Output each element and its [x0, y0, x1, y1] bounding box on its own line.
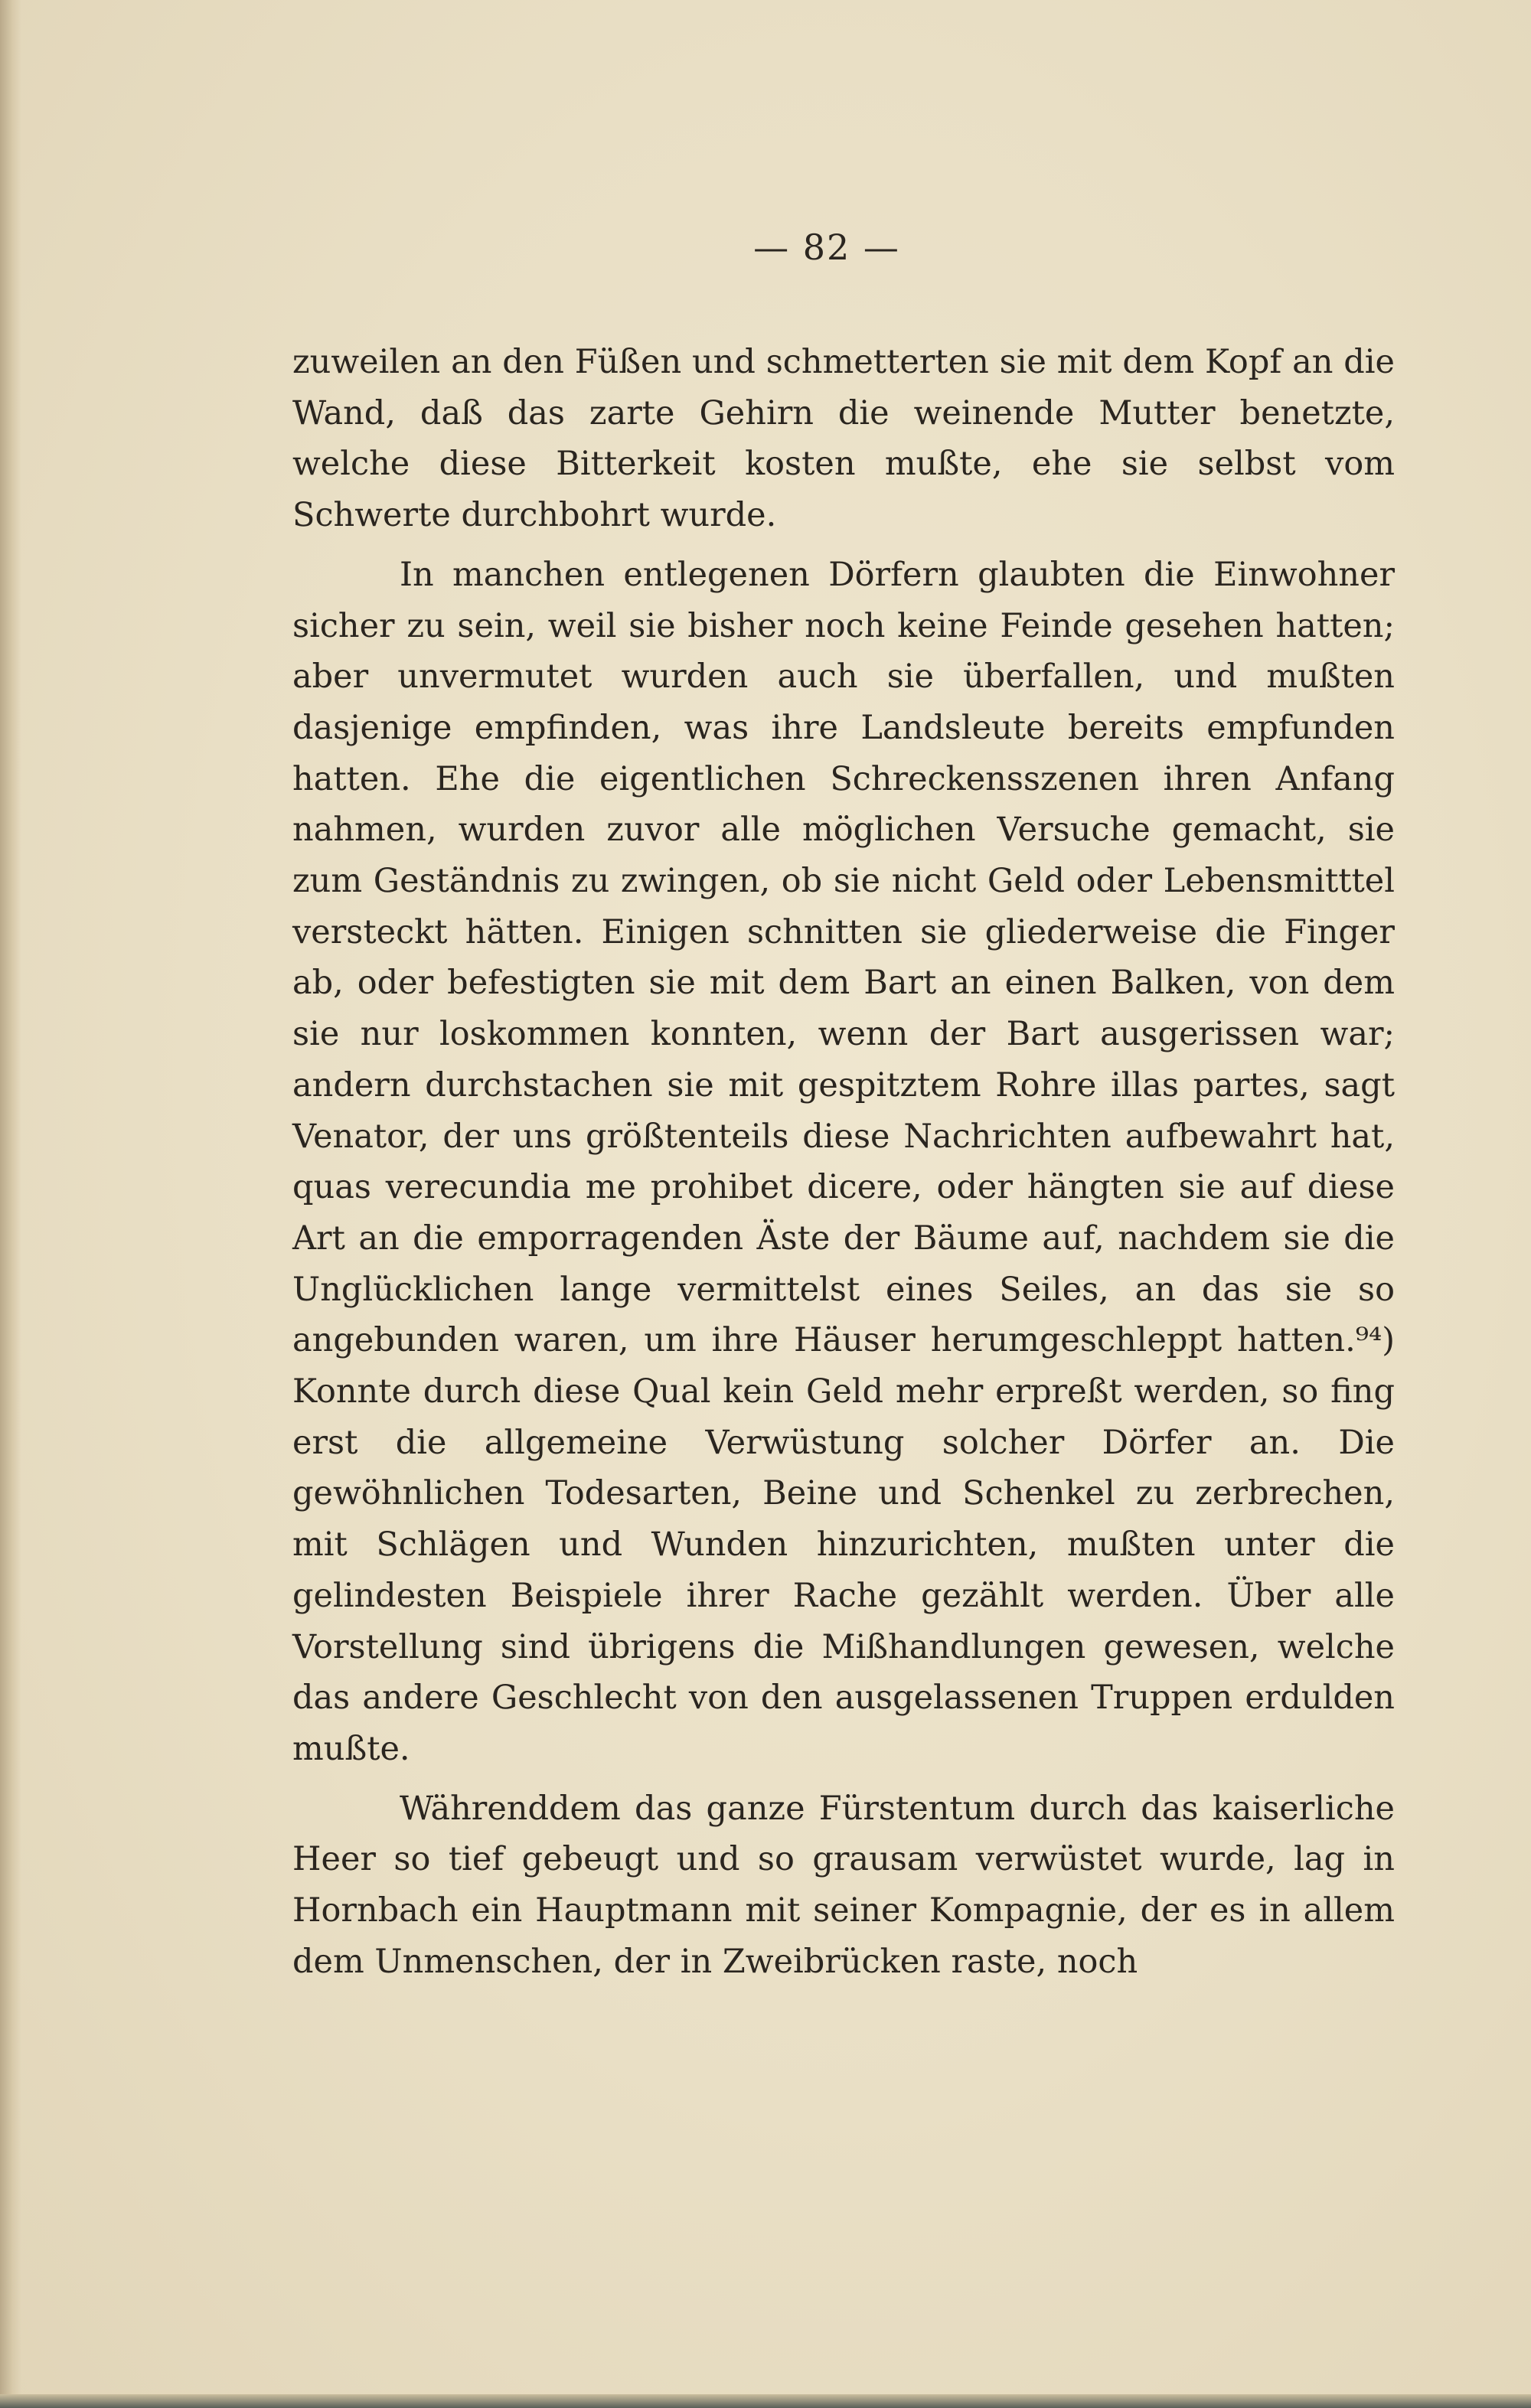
- page-number: — 82 —: [753, 227, 900, 268]
- paragraph-1: zuweilen an den Füßen und schmetterten sie mit dem Kopf an die Wand, daß das zarte Gehirn die weinende Mutter benetzte, welche diese Bitterkeit kosten mußte, ehe sie selbst vom Schwerte durchbohrt wurde.: [292, 343, 1395, 535]
- page-gutter-shadow: [0, 0, 21, 2408]
- page-bottom-edge: [0, 2394, 1531, 2408]
- paragraph-3: Währenddem das ganze Fürstentum durch das kaiserliche Heer so tief gebeugt und so grausam verwüstet wurde, lag in Hornbach ein Hauptmann mit seiner Kompagnie, der es in allem dem Unmenschen, der in Zweibrücken raste, noch: [292, 1789, 1395, 1981]
- paragraph-2: In manchen entlegenen Dörfern glaubten die Einwohner sicher zu sein, weil sie bisher noch keine Feinde gesehen hatten; aber unvermutet wurden auch sie überfallen, und mußten dasjenige empfinden, was ihre Landsleute bereits empfunden hatten. Ehe die eigentlichen Schreckensszenen ihren Anfang nahmen, wurden zuvor alle möglichen Versuche gemacht, sie zum Geständnis zu zwingen, ob sie nicht Geld oder Lebensmitttel versteckt hätten. Einigen schnitten sie gliederweise die Finger ab, oder befestigten sie mit dem Bart an einen Balken, von dem sie nur loskommen konnten, wenn der Bart ausgerissen war; andern durchstachen sie mit gespitztem Rohre illas partes, sagt Venator, der uns größtenteils diese Nachrichten aufbewahrt hat, quas verecundia me prohibet dicere, oder hängten sie auf diese Art an die emporragenden Äste der Bäume auf, nachdem sie die Unglücklichen lange vermittelst eines Seiles, an das sie so angebunden waren, um ihre Häuser herumgeschleppt hatten.⁹⁴) Konnte durch diese Qual kein Geld mehr erpreßt werden, so fing erst die allgemeine Verwüstung solcher Dörfer an. Die gewöhnlichen Todesarten, Beine und Schenkel zu zerbrechen, mit Schlägen und Wunden hinzurichten, mußten unter die gelindesten Beispiele ihrer Rache gezählt werden. Über alle Vorstellung sind übrigens die Mißhandlungen gewesen, welche das andere Geschlecht von den ausgelassenen Truppen erdulden mußte.: [292, 555, 1395, 1768]
- body-text: [292, 337, 1395, 2174]
